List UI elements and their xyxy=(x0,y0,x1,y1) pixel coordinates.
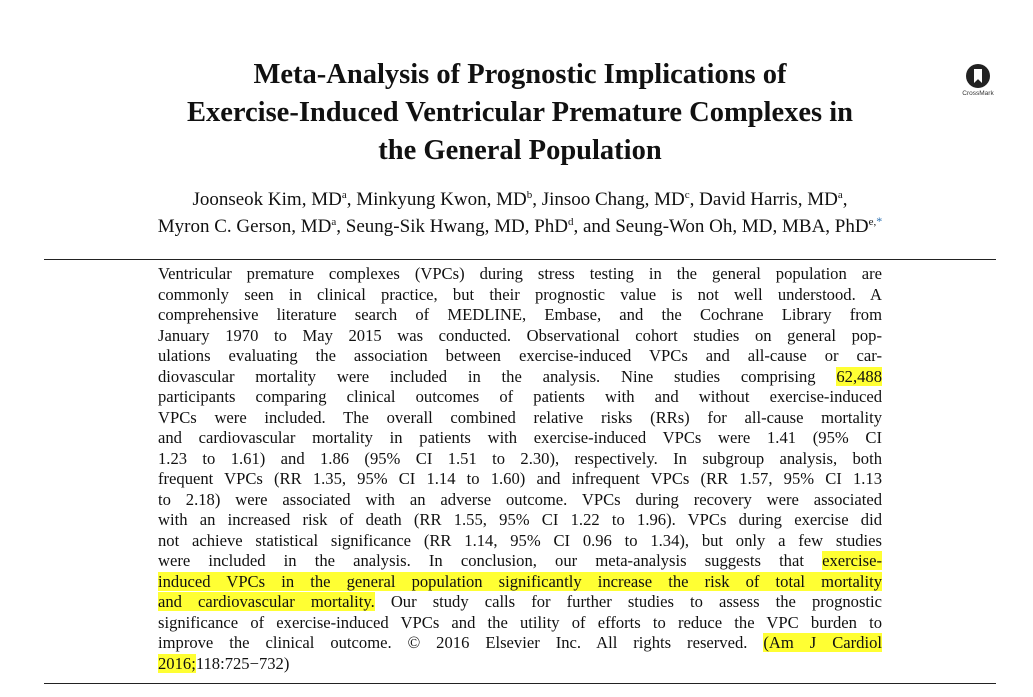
abstract-line xyxy=(158,387,882,408)
author-separator: , xyxy=(689,189,700,210)
abstract-text: were included in the analysis. In conclusion, our meta-analysis suggests that xyxy=(158,551,823,570)
author-affiliation: d xyxy=(568,216,574,228)
highlighted-text: 62,488 xyxy=(836,366,882,386)
abstract-line xyxy=(158,428,882,449)
author-affiliation: a xyxy=(331,216,337,228)
abstract-text: 118:725−732) xyxy=(195,653,290,673)
abstract-line xyxy=(158,264,882,285)
abstract-line xyxy=(158,572,882,593)
abstract-line xyxy=(158,449,882,470)
abstract-text: commonly seen in clinical practice, but their prognostic value is not well understood. A xyxy=(158,284,882,304)
abstract-text: VPCs were included. The overall combined relative risks (RRs) for all-cause mortality xyxy=(158,407,882,427)
author-name: Seung-Sik Hwang, MD, PhD xyxy=(345,216,568,237)
author-separator: , xyxy=(842,189,848,210)
author-name: Minkyung Kwon, MD xyxy=(356,189,527,210)
highlighted-text: and cardiovascular mortality. xyxy=(158,592,375,611)
abstract-line xyxy=(158,326,882,347)
abstract-line xyxy=(158,531,882,552)
abstract-text: ulations evaluating the association between exercise-induced VPCs and all-cause or car- xyxy=(158,346,882,365)
abstract-line xyxy=(158,490,882,511)
abstract-line xyxy=(158,633,882,654)
highlighted-text: induced VPCs in the general population significantly increase the risk of total mortality xyxy=(158,571,882,591)
abstract-text: improve the clinical outcome. © 2016 Elsevier Inc. All rights reserved. xyxy=(158,633,764,652)
abstract-line xyxy=(158,367,882,388)
author-separator: , xyxy=(532,189,542,210)
author-name: Jinsoo Chang, MD xyxy=(541,189,685,210)
abstract-line xyxy=(158,285,882,306)
abstract-line xyxy=(158,592,882,613)
highlighted-text: 2016; xyxy=(158,653,196,673)
abstract-text: 1.23 to 1.61) and 1.86 (95% CI 1.51 to 2.30), respectively. In subgroup analysis, both xyxy=(158,448,882,468)
highlighted-text: (Am J Cardiol xyxy=(763,633,882,652)
author-line-1 xyxy=(40,186,1000,213)
abstract-line xyxy=(158,654,882,675)
crossmark-badge[interactable] xyxy=(958,64,998,97)
author-name: David Harris, MD xyxy=(699,189,838,210)
author-name: Joonseok Kim, MD xyxy=(192,189,342,210)
abstract-text: and cardiovascular mortality in patients with exercise-induced VPCs were 1.41 (95% CI xyxy=(158,428,882,447)
bottom-divider xyxy=(44,683,996,684)
abstract xyxy=(158,264,882,674)
abstract-text: diovascular mortality were included in the analysis. Nine studies comprising xyxy=(158,366,837,386)
abstract-line xyxy=(158,551,882,572)
abstract-text: January 1970 to May 2015 was conducted. Observational cohort studies on general pop- xyxy=(158,325,882,345)
abstract-line xyxy=(158,346,882,367)
author-affiliation: e, xyxy=(868,216,877,228)
author-name: Seung-Won Oh, MD, MBA, PhD xyxy=(615,216,869,237)
author-separator: , xyxy=(336,216,346,237)
crossmark-icon xyxy=(966,64,990,88)
title-line: Meta-Analysis of Prognostic Implications of xyxy=(253,59,787,90)
abstract-text: with an increased risk of death (RR 1.55, 95% CI 1.22 to 1.96). VPCs during exercise did xyxy=(158,510,882,529)
abstract-line xyxy=(158,305,882,326)
abstract-text: frequent VPCs (RR 1.35, 95% CI 1.14 to 1.60) and infrequent VPCs (RR 1.57, 95% CI 1.13 xyxy=(158,469,882,488)
abstract-text: comprehensive literature search of MEDLINE, Embase, and the Cochrane Library from xyxy=(158,305,882,324)
title-line: the General Population xyxy=(378,135,662,166)
abstract-line xyxy=(158,408,882,429)
author-affiliation: a xyxy=(341,189,347,201)
corresponding-author-link[interactable]: * xyxy=(876,214,883,228)
author-affiliation: a xyxy=(837,189,843,201)
top-divider xyxy=(44,259,996,260)
abstract-text: Ventricular premature complexes (VPCs) during stress testing in the general population are xyxy=(158,264,882,283)
highlighted-text: exercise- xyxy=(822,551,882,570)
author-separator: , and xyxy=(573,216,616,237)
abstract-line xyxy=(158,469,882,490)
abstract-text: not achieve statistical significance (RR 1.14, 95% CI 0.96 to 1.34), but only a few studies xyxy=(158,530,882,550)
author-separator: , xyxy=(346,189,357,210)
title-line: Exercise-Induced Ventricular Premature Complexes in xyxy=(186,97,853,128)
crossmark-label: CrossMark xyxy=(962,90,994,97)
abstract-text: significance of exercise-induced VPCs and the utility of efforts to reduce the VPC burden to xyxy=(158,612,882,632)
author-affiliation: b xyxy=(526,189,533,201)
abstract-text: to 2.18) were associated with an adverse outcome. VPCs during recovery were associated xyxy=(158,489,882,509)
author-name: Myron C. Gerson, MD xyxy=(157,216,332,237)
abstract-text: participants comparing clinical outcomes of patients with and without exercise-induced xyxy=(158,387,882,406)
article-title xyxy=(40,56,1000,170)
abstract-text: Our study calls for further studies to assess the prognostic xyxy=(374,592,882,611)
author-affiliation: c xyxy=(684,189,690,201)
abstract-line xyxy=(158,613,882,634)
abstract-line xyxy=(158,510,882,531)
author-line-2 xyxy=(40,213,1000,240)
